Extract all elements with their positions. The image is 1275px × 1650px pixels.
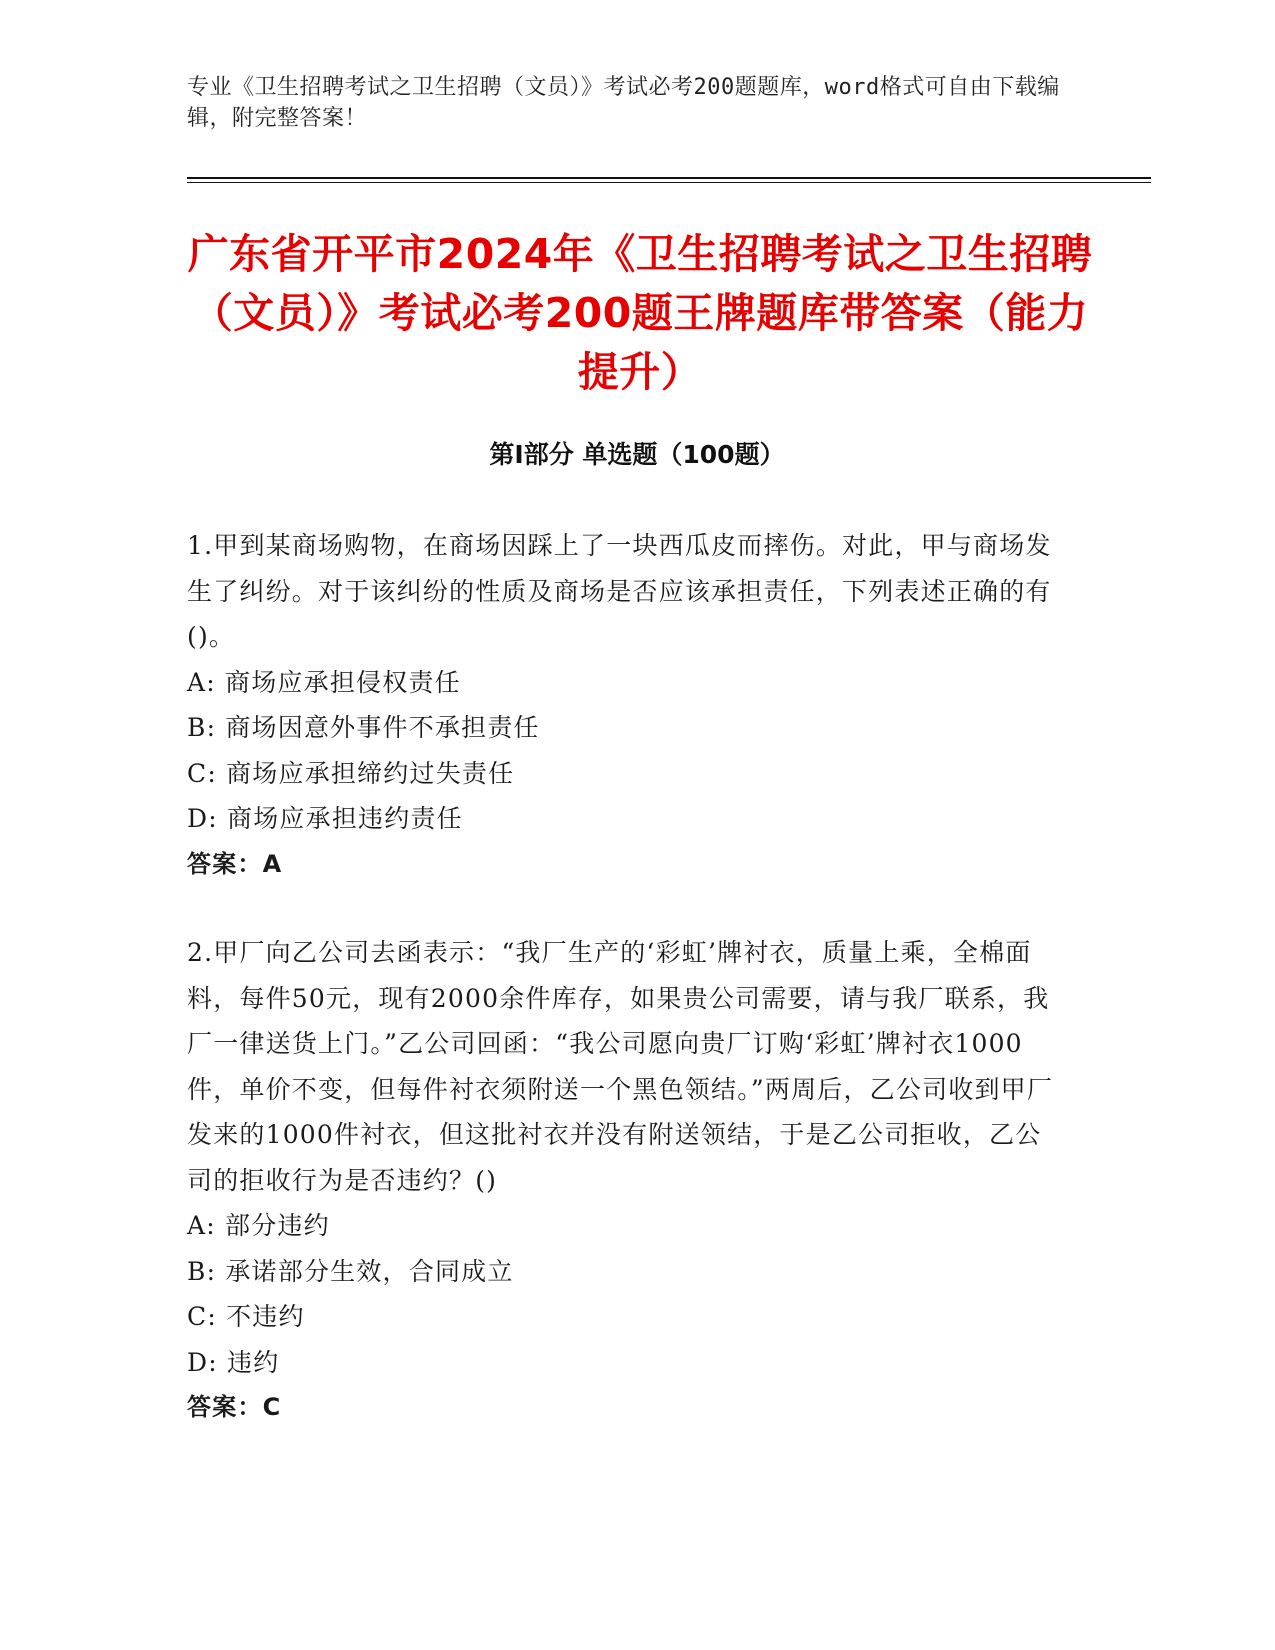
document-title: 广东省开平市2024年《卫生招聘考试之卫生招聘（文员）》考试必考200题王牌题库带答案（能力提升） [187, 230, 1093, 396]
option-a: A: 商场应承担侵权责任 [187, 667, 461, 697]
question-block [187, 523, 1067, 887]
option-c: C: 商场应承担缔约过失责任 [187, 758, 515, 788]
header-divider-thick [187, 177, 1151, 179]
question-stem: 2.甲厂向乙公司去函表示：“我厂生产的‘彩虹’牌衬衣，质量上乘，全棉面料，每件50元，现有2000余件库存，如果贵公司需要，请与我厂联系，我厂一律送货上门。”乙公司回函：“我公司愿向贵厂订购‘彩虹’牌衬衣1000件，单价不变，但每件衬衣须附送一个黑色领结。”两周后，乙公司收到甲厂发来的1000件衬衣，但这批衬衣并没有附送领结，于是乙公司拒收，乙公司的拒收行为是否违约？() [187, 938, 1054, 1195]
option-d: D: 商场应承担违约责任 [187, 804, 463, 833]
answer-line: 答案：A [187, 849, 283, 878]
question-stem: 1.甲到某商场购物，在商场因踩上了一块西瓜皮而摔伤。对此，甲与商场发生了纠纷。对于该纠纷的性质及商场是否应该承担责任，下列表述正确的有()。 [187, 531, 1052, 651]
document-header-note: 专业《卫生招聘考试之卫生招聘（文员）》考试必考200题题库，word格式可自由下载编辑，附完整答案！ [187, 75, 1060, 131]
option-b: B: 承诺部分生效，合同成立 [187, 1256, 514, 1286]
option-a: A: 部分违约 [187, 1211, 330, 1240]
header-divider-thin [187, 182, 1151, 183]
option-d: D: 违约 [187, 1347, 280, 1377]
section-title: 第I部分 单选题（100题） [489, 440, 785, 469]
option-b: B: 商场因意外事件不承担责任 [187, 713, 540, 742]
option-c: C: 不违约 [187, 1302, 305, 1331]
answer-line: 答案：C [187, 1393, 282, 1421]
question-block [187, 930, 1067, 1431]
